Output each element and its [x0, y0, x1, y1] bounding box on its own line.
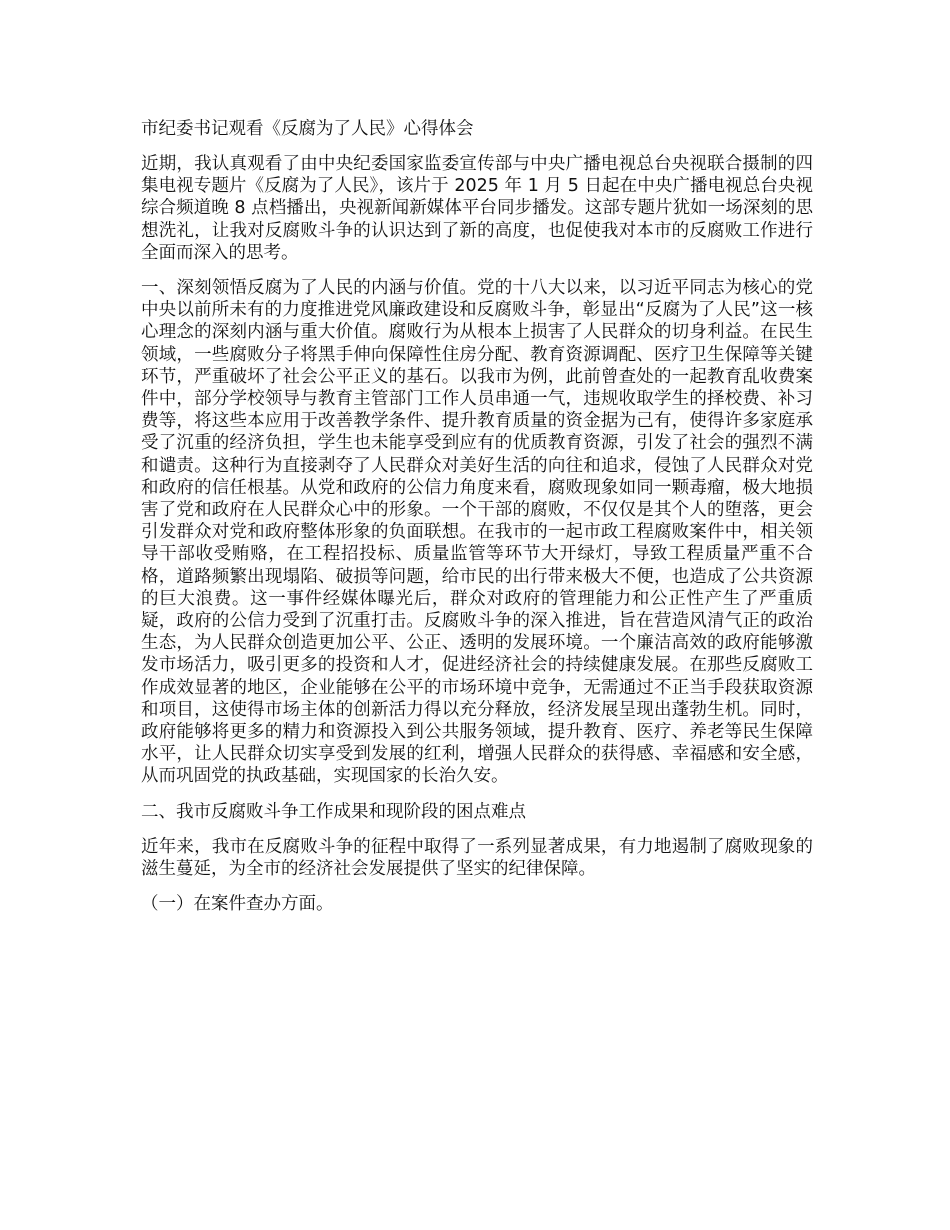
section2-paragraph: 近年来，我市在反腐败斗争的征程中取得了一系列显著成果，有力地遏制了腐败现象的滋生蔓延，为全市的经济社会发展提供了坚实的纪律保障。 [141, 836, 813, 879]
document-title: 市纪委书记观看《反腐为了人民》心得体会 [141, 119, 474, 139]
subsection1-heading: （一）在案件查办方面。 [141, 894, 334, 915]
document-page [141, 118, 813, 928]
section2-heading: 二、我市反腐败斗争工作成果和现阶段的困点难点 [141, 801, 526, 822]
intro-paragraph: 近期，我认真观看了由中央纪委国家监委宣传部与中央广播电视总台央视联合摄制的四集电视专题片《反腐为了人民》，该片于 2025 年 1 月 5 日起在中央广播电视总台央视综合频道晚 8 点档播出，央视新闻新媒体平台同步播发。这部专题片犹如一场深刻的思想洗礼，让我对反腐败斗争的认识达到了新的高度，也促使我对本市的反腐败工作进行全面而深入的思考。 [141, 154, 813, 263]
section1-paragraph: 一、深刻领悟反腐为了人民的内涵与价值。党的十八大以来，以习近平同志为核心的党中央以前所未有的力度推进党风廉政建设和反腐败斗争，彰显出“反腐为了人民”这一核心理念的深刻内涵与重大价值。腐败行为从根本上损害了人民群众的切身利益。在民生领域，一些腐败分子将黑手伸向保障性住房分配、教育资源调配、医疗卫生保障等关键环节，严重破坏了社会公平正义的基石。以我市为例，此前曾查处的一起教育乱收费案件中，部分学校领导与教育主管部门工作人员串通一气，违规收取学生的择校费、补习费等，将这些本应用于改善教学条件、提升教育质量的资金据为己有，使得许多家庭承受了沉重的经济负担，学生也未能享受到应有的优质教育资源，引发了社会的强烈不满和谴责。这种行为直接剥夺了人民群众对美好生活的向往和追求，侵蚀了人民群众对党和政府的信任根基。从党和政府的公信力角度来看，腐败现象如同一颗毒瘤，极大地损害了党和政府在人民群众心中的形象。一个干部的腐败，不仅仅是其个人的堕落，更会引发群众对党和政府整体形象的负面联想。在我市的一起市政工程腐败案件中，相关领导干部收受贿赂，在工程招投标、质量监管等环节大开绿灯，导致工程质量严重不合格，道路频繁出现塌陷、破损等问题，给市民的出行带来极大不便，也造成了公共资源的巨大浪费。这一事件经媒体曝光后，群众对政府的管理能力和公正性产生了严重质疑，政府的公信力受到了沉重打击。反腐败斗争的深入推进，旨在营造风清气正的政治生态，为人民群众创造更加公平、公正、透明的发展环境。一个廉洁高效的政府能够激发市场活力，吸引更多的投资和人才，促进经济社会的持续健康发展。在那些反腐败工作成效显著的地区，企业能够在公平的市场环境中竞争，无需通过不正当手段获取资源和项目，这使得市场主体的创新活力得以充分释放，经济发展呈现出蓬勃生机。同时，政府能够将更多的精力和资源投入到公共服务领域，提升教育、医疗、养老等民生保障水平，让人民群众切实享受到发展的红利，增强人民群众的获得感、幸福感和安全感，从而巩固党的执政基础，实现国家的长治久安。 [141, 278, 813, 787]
